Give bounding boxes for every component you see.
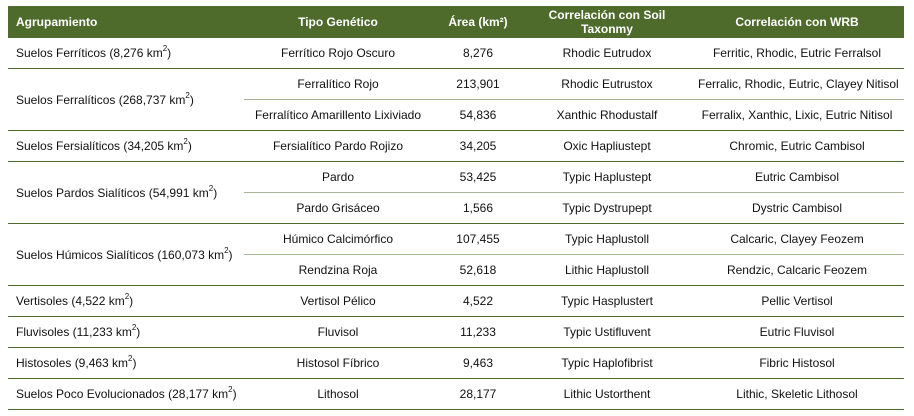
tipo-cell: Húmico Calcimórfico xyxy=(244,224,432,255)
area-cell: 11,233 xyxy=(432,317,524,348)
taxonomy-cell: Oxic Hapliustept xyxy=(524,131,690,162)
soil-classification-table xyxy=(8,6,904,410)
tipo-cell: Pardo xyxy=(244,162,432,193)
wrb-cell: Chromic, Eutric Cambisol xyxy=(690,131,904,162)
header-tipo-genetico: Tipo Genético xyxy=(244,6,432,38)
area-cell: 28,177 xyxy=(432,379,524,410)
tipo-cell: Lithosol xyxy=(244,379,432,410)
group-cell: Suelos Poco Evolucionados (28,177 $km^2$) xyxy=(8,379,244,410)
area-cell: 213,901 xyxy=(432,69,524,100)
taxonomy-cell: Typic Dystrupept xyxy=(524,193,690,224)
wrb-cell: Lithic, Skeletic Lithosol xyxy=(690,379,904,410)
table-row xyxy=(8,286,904,317)
area-cell: 53,425 xyxy=(432,162,524,193)
group-cell: Histosoles (9,463 $km^2$) xyxy=(8,348,244,379)
tipo-cell: Histosol Fíbrico xyxy=(244,348,432,379)
area-cell: 54,836 xyxy=(432,100,524,131)
taxonomy-cell: Typic Haplofibrist xyxy=(524,348,690,379)
header-row xyxy=(8,6,904,38)
area-cell: 8,276 xyxy=(432,38,524,69)
wrb-cell: Eutric Fluvisol xyxy=(690,317,904,348)
table-row xyxy=(8,348,904,379)
tipo-cell: Fluvisol xyxy=(244,317,432,348)
group-cell: Suelos Húmicos Sialíticos (160,073 $km^2$) xyxy=(8,224,244,286)
table-row xyxy=(8,69,904,100)
taxonomy-cell: Typic Ustifluvent xyxy=(524,317,690,348)
header-soil-taxonomy: Correlación con Soil Taxonmy xyxy=(524,6,690,38)
wrb-cell: Eutric Cambisol xyxy=(690,162,904,193)
wrb-cell: Pellic Vertisol xyxy=(690,286,904,317)
header-agrupamiento: Agrupamiento xyxy=(8,6,244,38)
tipo-cell: Fersialítico Pardo Rojizo xyxy=(244,131,432,162)
wrb-cell: Ferralix, Xanthic, Lixic, Eutric Nitisol xyxy=(690,100,904,131)
tipo-cell: Ferralítico Amarillento Lixiviado xyxy=(244,100,432,131)
table-row xyxy=(8,38,904,69)
tipo-cell: Vertisol Pélico xyxy=(244,286,432,317)
taxonomy-cell: Rhodic Eutrustox xyxy=(524,69,690,100)
group-cell: Suelos Pardos Sialíticos (54,991 $km^2$) xyxy=(8,162,244,224)
wrb-cell: Ferritic, Rhodic, Eutric Ferralsol xyxy=(690,38,904,69)
taxonomy-cell: Typic Hasplustert xyxy=(524,286,690,317)
wrb-cell: Calcaric, Clayey Feozem xyxy=(690,224,904,255)
group-cell: Suelos Fersialíticos (34,205 $km^2$) xyxy=(8,131,244,162)
tipo-cell: Rendzina Roja xyxy=(244,255,432,286)
taxonomy-cell: Typic Haplustoll xyxy=(524,224,690,255)
table-row xyxy=(8,224,904,255)
wrb-cell: Ferralic, Rhodic, Eutric, Clayey Nitisol xyxy=(690,69,904,100)
area-cell: 1,566 xyxy=(432,193,524,224)
table-row xyxy=(8,131,904,162)
taxonomy-cell: Lithic Ustorthent xyxy=(524,379,690,410)
area-cell: 4,522 xyxy=(432,286,524,317)
group-cell: Suelos Ferríticos (8,276 $km^2$) xyxy=(8,38,244,69)
tipo-cell: Ferrítico Rojo Oscuro xyxy=(244,38,432,69)
group-cell: Vertisoles (4,522 $km^2$) xyxy=(8,286,244,317)
area-cell: 52,618 xyxy=(432,255,524,286)
tipo-cell: Pardo Grisáceo xyxy=(244,193,432,224)
header-wrb: Correlación con WRB xyxy=(690,6,904,38)
wrb-cell: Fibric Histosol xyxy=(690,348,904,379)
area-cell: 9,463 xyxy=(432,348,524,379)
header-area: Área (km²) xyxy=(432,6,524,38)
table-row xyxy=(8,317,904,348)
taxonomy-cell: Rhodic Eutrudox xyxy=(524,38,690,69)
area-cell: 107,455 xyxy=(432,224,524,255)
tipo-cell: Ferralítico Rojo xyxy=(244,69,432,100)
taxonomy-cell: Lithic Haplustoll xyxy=(524,255,690,286)
table-row xyxy=(8,162,904,193)
group-cell: Fluvisoles (11,233 $km^2$) xyxy=(8,317,244,348)
area-cell: 34,205 xyxy=(432,131,524,162)
taxonomy-cell: Typic Haplustept xyxy=(524,162,690,193)
wrb-cell: Dystric Cambisol xyxy=(690,193,904,224)
table-row xyxy=(8,379,904,410)
wrb-cell: Rendzic, Calcaric Feozem xyxy=(690,255,904,286)
taxonomy-cell: Xanthic Rhodustalf xyxy=(524,100,690,131)
group-cell: Suelos Ferralíticos (268,737 $km^2$) xyxy=(8,69,244,131)
